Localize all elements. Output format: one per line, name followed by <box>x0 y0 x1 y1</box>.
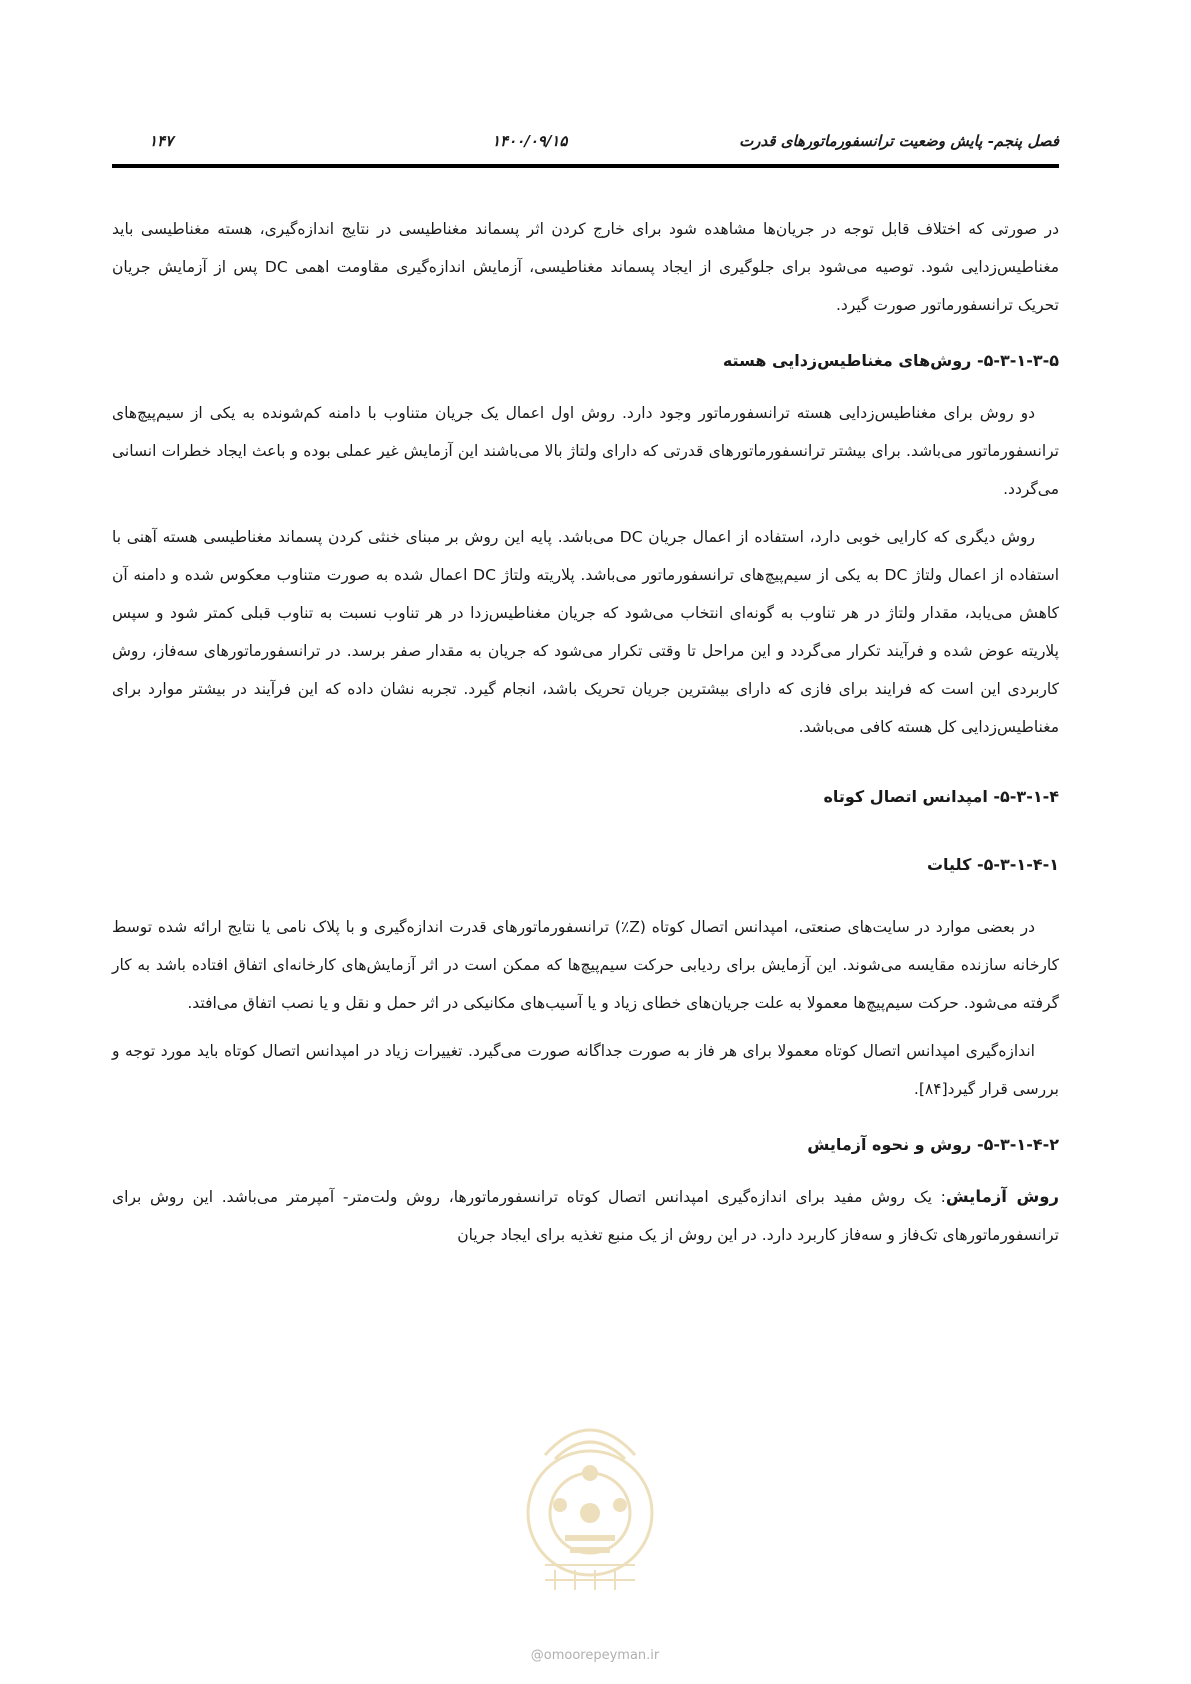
page-header <box>112 130 1059 160</box>
heading-test-method: ۵-۳-۱-۴-۲- روش و نحوه آزمایش <box>807 1135 1059 1154</box>
header-date: ۱۴۰۰/۰۹/۱۵ <box>492 132 568 150</box>
paragraph-6 <box>112 1178 1059 1254</box>
test-method-text: : یک روش مفید برای اندازه‌گیری امپدانس اتصال کوتاه ترانسفورماتورها، روش ولت‌متر- آمپرمتر می‌باشد. این روش برای ترانسفورماتورهای تک‌فاز و سه‌فاز کاربرد دارد. در این روش از یک منبع تغذیه برای ایجاد جریان <box>112 1188 1059 1244</box>
test-method-lead: روش آزمایش <box>945 1187 1059 1206</box>
page-number: ۱۴۷ <box>149 132 174 150</box>
paragraph-1: در صورتی که اختلاف قابل توجه در جریان‌ها مشاهده شود برای خارج کردن اثر پسماند مغناطیسی در نتایج اندازه‌گیری، هسته مغناطیسی باید مغناطیس‌زدایی شود. توصیه می‌شود برای جلوگیری از ایجاد پسماند مغناطیسی، آزمایش اندازه‌گیری مقاومت اهمی DC پس از آزمایش جریان تحریک ترانسفورماتور صورت گیرد. <box>112 220 1059 314</box>
heading-demagnetization-methods: ۵-۳-۱-۳-۵- روش‌های مغناطیس‌زدایی هسته <box>722 351 1059 370</box>
watermark-url: @omoorepeyman.ir <box>530 1648 660 1663</box>
paragraph-4: در بعضی موارد در سایت‌های صنعتی، امپدانس اتصال کوتاه (Z٪) ترانسفورماتورهای قدرت اندازه‌گیری و با پلاک نامی یا نتایج ارائه شده توسط کارخانه سازنده مقایسه می‌شوند. این آزمایش برای ردیابی حرکت سیم‌پیچ‌ها که ممکن است در اثر آزمایش‌های کارخانه‌ای اتفاق افتاده باشد به کار گرفته می‌شود. حرکت سیم‌پیچ‌ها معمولا به علت جریان‌های خطای زیاد و یا آسیب‌های مکانیکی در اثر حمل و نقل و یا نصب اتفاق می‌افتد. <box>112 918 1059 1012</box>
watermark-seal-icon <box>505 1395 675 1595</box>
chapter-title: فصل پنجم- پایش وضعیت ترانسفورماتورهای قدرت <box>739 132 1059 150</box>
heading-generalities: ۵-۳-۱-۴-۱- کلیات <box>926 855 1059 874</box>
header-divider <box>112 164 1059 168</box>
body-text <box>112 210 1059 1264</box>
paragraph-5: اندازه‌گیری امپدانس اتصال کوتاه معمولا برای هر فاز به صورت جداگانه صورت می‌گیرد. تغییرات زیاد در امپدانس اتصال کوتاه باید مورد توجه و بررسی قرار گیرد[۸۴]. <box>112 1042 1059 1098</box>
paragraph-3: روش دیگری که کارایی خوبی دارد، استفاده از اعمال جریان DC می‌باشد. پایه این روش بر مبنای خنثی کردن پسماند مغناطیسی هسته آهنی با استفاده از اعمال ولتاژ DC به یکی از سیم‌پیچ‌های ترانسفورماتور می‌باشد. پلاریته ولتاژ DC اعمال شده به صورت متناوب معکوس شده و دامنه آن کاهش می‌یابد، مقدار ولتاژ در هر تناوب به گونه‌ای انتخاب می‌شود که جریان مغناطیس‌زدا در هر تناوب نسبت به تناوب قبلی کمتر شود و سپس پلاریته عوض شده و فرآیند تکرار می‌گردد و این مراحل تا وقتی تکرار می‌شود که جریان به مقدار صفر برسد. در ترانسفورماتورهای سه‌فاز، روش کاربردی این است که فرایند برای فازی که دارای بیشترین جریان تحریک باشد، انجام گیرد. تجربه نشان داده که این فرآیند در بیشتر موارد برای مغناطیس‌زدایی کل هسته کافی می‌باشد. <box>112 528 1060 736</box>
paragraph-2: دو روش برای مغناطیس‌زدایی هسته ترانسفورماتور وجود دارد. روش اول اعمال یک جریان متناوب با دامنه کم‌شونده به یکی از سیم‌پیچ‌های ترانسفورماتور می‌باشد. برای بیشتر ترانسفورماتورهای قدرتی که دارای ولتاژ بالا می‌باشند این آزمایش غیر عملی بوده و باعث ایجاد خطرات انسانی می‌گردد. <box>112 404 1059 498</box>
heading-short-circuit-impedance: ۵-۳-۱-۴- امپدانس اتصال کوتاه <box>823 787 1059 806</box>
